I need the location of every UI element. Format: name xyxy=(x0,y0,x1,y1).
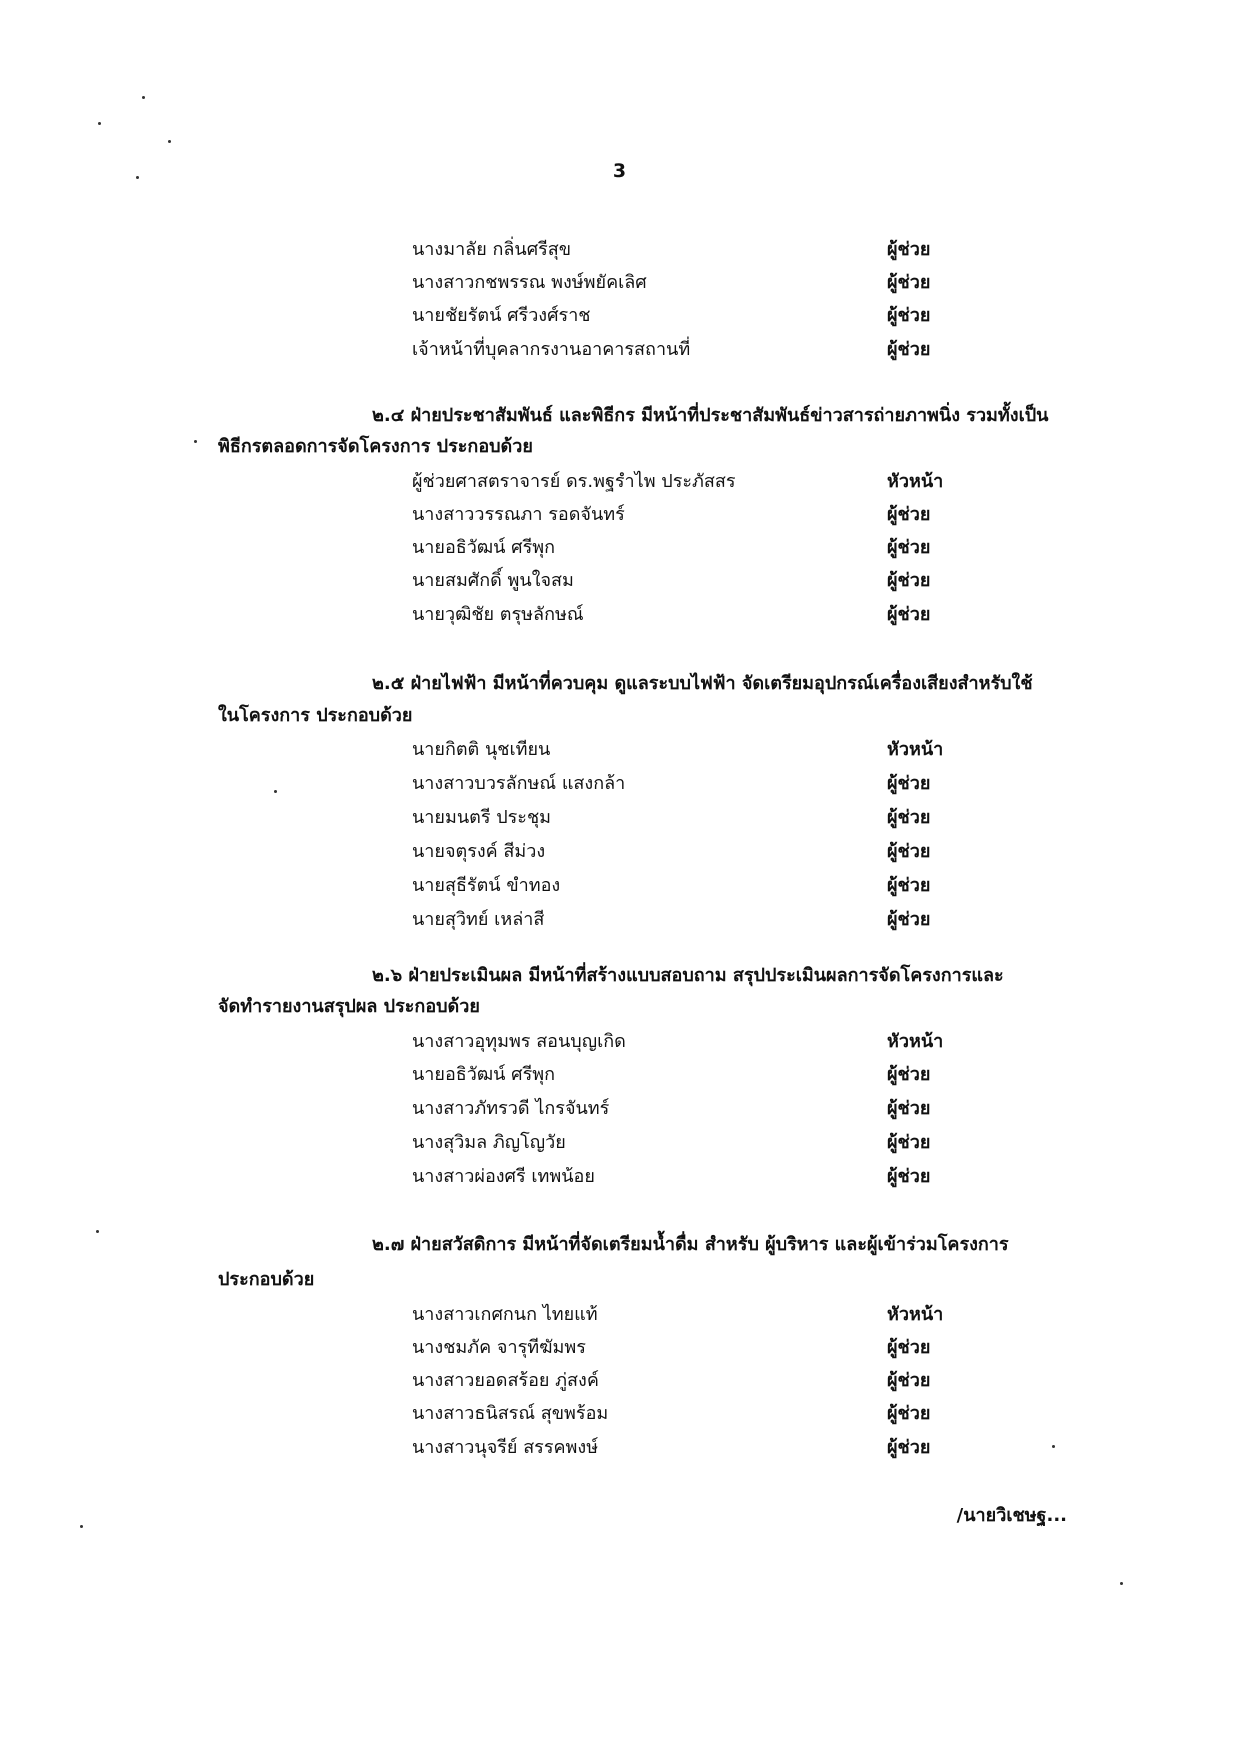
section-heading: ๒.๕ ฝ่ายไฟฟ้า มีหน้าที่ควบคุม ดูแลระบบไฟฟ้า จัดเตรียมอุปกรณ์เครื่องเสียงสำหรับใช้ xyxy=(372,673,1033,694)
member-name: นายวุฒิชัย ตรุษลักษณ์ xyxy=(412,603,584,625)
member-name: นายกิตติ นุชเทียน xyxy=(412,738,551,760)
member-role: หัวหน้า xyxy=(887,738,944,760)
member-role: ผู้ช่วย xyxy=(887,238,931,260)
member-name: นายอธิวัฒน์ ศรีพุก xyxy=(412,536,556,558)
member-role: ผู้ช่วย xyxy=(887,1369,931,1391)
member-role: ผู้ช่วย xyxy=(887,503,931,525)
member-name: นายสุวิทย์ เหล่าสี xyxy=(412,908,545,930)
member-row xyxy=(412,298,957,330)
member-row xyxy=(412,332,957,364)
member-name: นางสาวนุจรีย์ สรรคพงษ์ xyxy=(412,1436,599,1458)
scan-speck xyxy=(1052,1445,1055,1448)
member-row xyxy=(412,732,957,764)
member-row xyxy=(412,834,957,866)
scan-speck xyxy=(142,96,145,99)
member-role: ผู้ช่วย xyxy=(887,569,931,591)
member-name: นางสาวกชพรรณ พงษ์พยัคเลิศ xyxy=(412,271,647,293)
section-heading-continuation: ประกอบด้วย xyxy=(218,1269,315,1290)
scan-speck xyxy=(274,790,277,793)
member-role: ผู้ช่วย xyxy=(887,603,931,625)
member-name: นางมาลัย กลิ่นศรีสุข xyxy=(412,238,572,260)
member-row xyxy=(412,1057,957,1089)
member-role: ผู้ช่วย xyxy=(887,874,931,896)
scan-speck xyxy=(136,176,139,179)
member-row xyxy=(412,265,957,297)
member-row xyxy=(412,1159,957,1191)
member-name: ผู้ช่วยศาสตราจารย์ ดร.พฐรำไพ ประภัสสร xyxy=(412,470,736,492)
member-name: นางสาวเกศกนก ไทยแท้ xyxy=(412,1303,598,1325)
member-role: ผู้ช่วย xyxy=(887,271,931,293)
member-name: นางสาวภัทรวดี ไกรจันทร์ xyxy=(412,1097,610,1119)
member-name: นางชมภัค จารุทีฆัมพร xyxy=(412,1336,586,1358)
member-row xyxy=(412,1363,957,1395)
section-heading: ๒.๔ ฝ่ายประชาสัมพันธ์ และพิธีกร มีหน้าที่ประชาสัมพันธ์ข่าวสารถ่ายภาพนิ่ง รวมทั้งเป็น xyxy=(372,405,1049,426)
member-role: ผู้ช่วย xyxy=(887,304,931,326)
member-name: นายสมศักดิ์ พูนใจสม xyxy=(412,569,574,591)
member-row xyxy=(412,464,957,496)
member-row xyxy=(412,1330,957,1362)
member-role: ผู้ช่วย xyxy=(887,772,931,794)
member-role: ผู้ช่วย xyxy=(887,1336,931,1358)
member-role: ผู้ช่วย xyxy=(887,1402,931,1424)
page-number: 3 xyxy=(612,160,627,182)
section-heading: ๒.๗ ฝ่ายสวัสดิการ มีหน้าที่จัดเตรียมน้ำดื่ม สำหรับ ผู้บริหาร และผู้เข้าร่วมโครงการ xyxy=(372,1234,1009,1255)
section-heading-continuation: จัดทำรายงานสรุปผล ประกอบด้วย xyxy=(218,996,480,1017)
member-row xyxy=(412,1091,957,1123)
scan-speck xyxy=(96,1230,99,1233)
member-name: นายมนตรี ประชุม xyxy=(412,806,552,828)
member-row xyxy=(412,868,957,900)
member-role: ผู้ช่วย xyxy=(887,536,931,558)
member-name: นางสาววรรณภา รอดจันทร์ xyxy=(412,503,625,525)
member-name: นางสาวบวรลักษณ์ แสงกล้า xyxy=(412,772,626,794)
member-name: นายอธิวัฒน์ ศรีพุก xyxy=(412,1063,556,1085)
member-name: นางสาวยอดสร้อย ภู่สงค์ xyxy=(412,1369,599,1391)
member-role: ผู้ช่วย xyxy=(887,1097,931,1119)
member-name: เจ้าหน้าที่บุคลากรงานอาคารสถานที่ xyxy=(412,338,691,360)
member-name: นายสุธีรัตน์ ขำทอง xyxy=(412,874,561,896)
member-name: นางสาวผ่องศรี เทพน้อย xyxy=(412,1165,595,1187)
member-name: นางสาวอุทุมพร สอนบุญเกิด xyxy=(412,1030,626,1052)
member-role: ผู้ช่วย xyxy=(887,840,931,862)
section-heading-continuation: พิธีกรตลอดการจัดโครงการ ประกอบด้วย xyxy=(218,436,533,457)
member-role: หัวหน้า xyxy=(887,470,944,492)
member-row xyxy=(412,902,957,934)
member-role: ผู้ช่วย xyxy=(887,338,931,360)
continuation-footer: /นายวิเชษฐ... xyxy=(956,1505,1067,1526)
member-name: นางสาวธนิสรณ์ สุขพร้อม xyxy=(412,1402,609,1424)
member-role: ผู้ช่วย xyxy=(887,1436,931,1458)
member-row xyxy=(412,530,957,562)
member-row xyxy=(412,232,957,264)
member-row xyxy=(412,1125,957,1157)
scan-speck xyxy=(194,440,197,443)
section-heading: ๒.๖ ฝ่ายประเมินผล มีหน้าที่สร้างแบบสอบถาม สรุปประเมินผลการจัดโครงการและ xyxy=(372,965,1004,986)
member-row xyxy=(412,1430,957,1462)
scan-speck xyxy=(80,1525,83,1528)
section-heading-continuation: ในโครงการ ประกอบด้วย xyxy=(218,705,413,726)
member-row xyxy=(412,1024,957,1056)
member-role: ผู้ช่วย xyxy=(887,806,931,828)
scan-speck xyxy=(168,140,171,143)
member-name: นางสุวิมล ภิญโญวัย xyxy=(412,1131,566,1153)
member-role: หัวหน้า xyxy=(887,1030,944,1052)
member-role: ผู้ช่วย xyxy=(887,908,931,930)
member-row xyxy=(412,497,957,529)
member-row xyxy=(412,597,957,629)
member-row xyxy=(412,800,957,832)
member-role: ผู้ช่วย xyxy=(887,1131,931,1153)
member-row xyxy=(412,563,957,595)
member-role: ผู้ช่วย xyxy=(887,1165,931,1187)
member-row xyxy=(412,1297,957,1329)
member-role: ผู้ช่วย xyxy=(887,1063,931,1085)
member-name: นายชัยรัตน์ ศรีวงศ์ราช xyxy=(412,304,591,326)
member-name: นายจตุรงค์ สีม่วง xyxy=(412,840,546,862)
scan-speck xyxy=(98,122,101,125)
member-row xyxy=(412,766,957,798)
member-row xyxy=(412,1396,957,1428)
scan-speck xyxy=(1120,1582,1123,1585)
member-role: หัวหน้า xyxy=(887,1303,944,1325)
